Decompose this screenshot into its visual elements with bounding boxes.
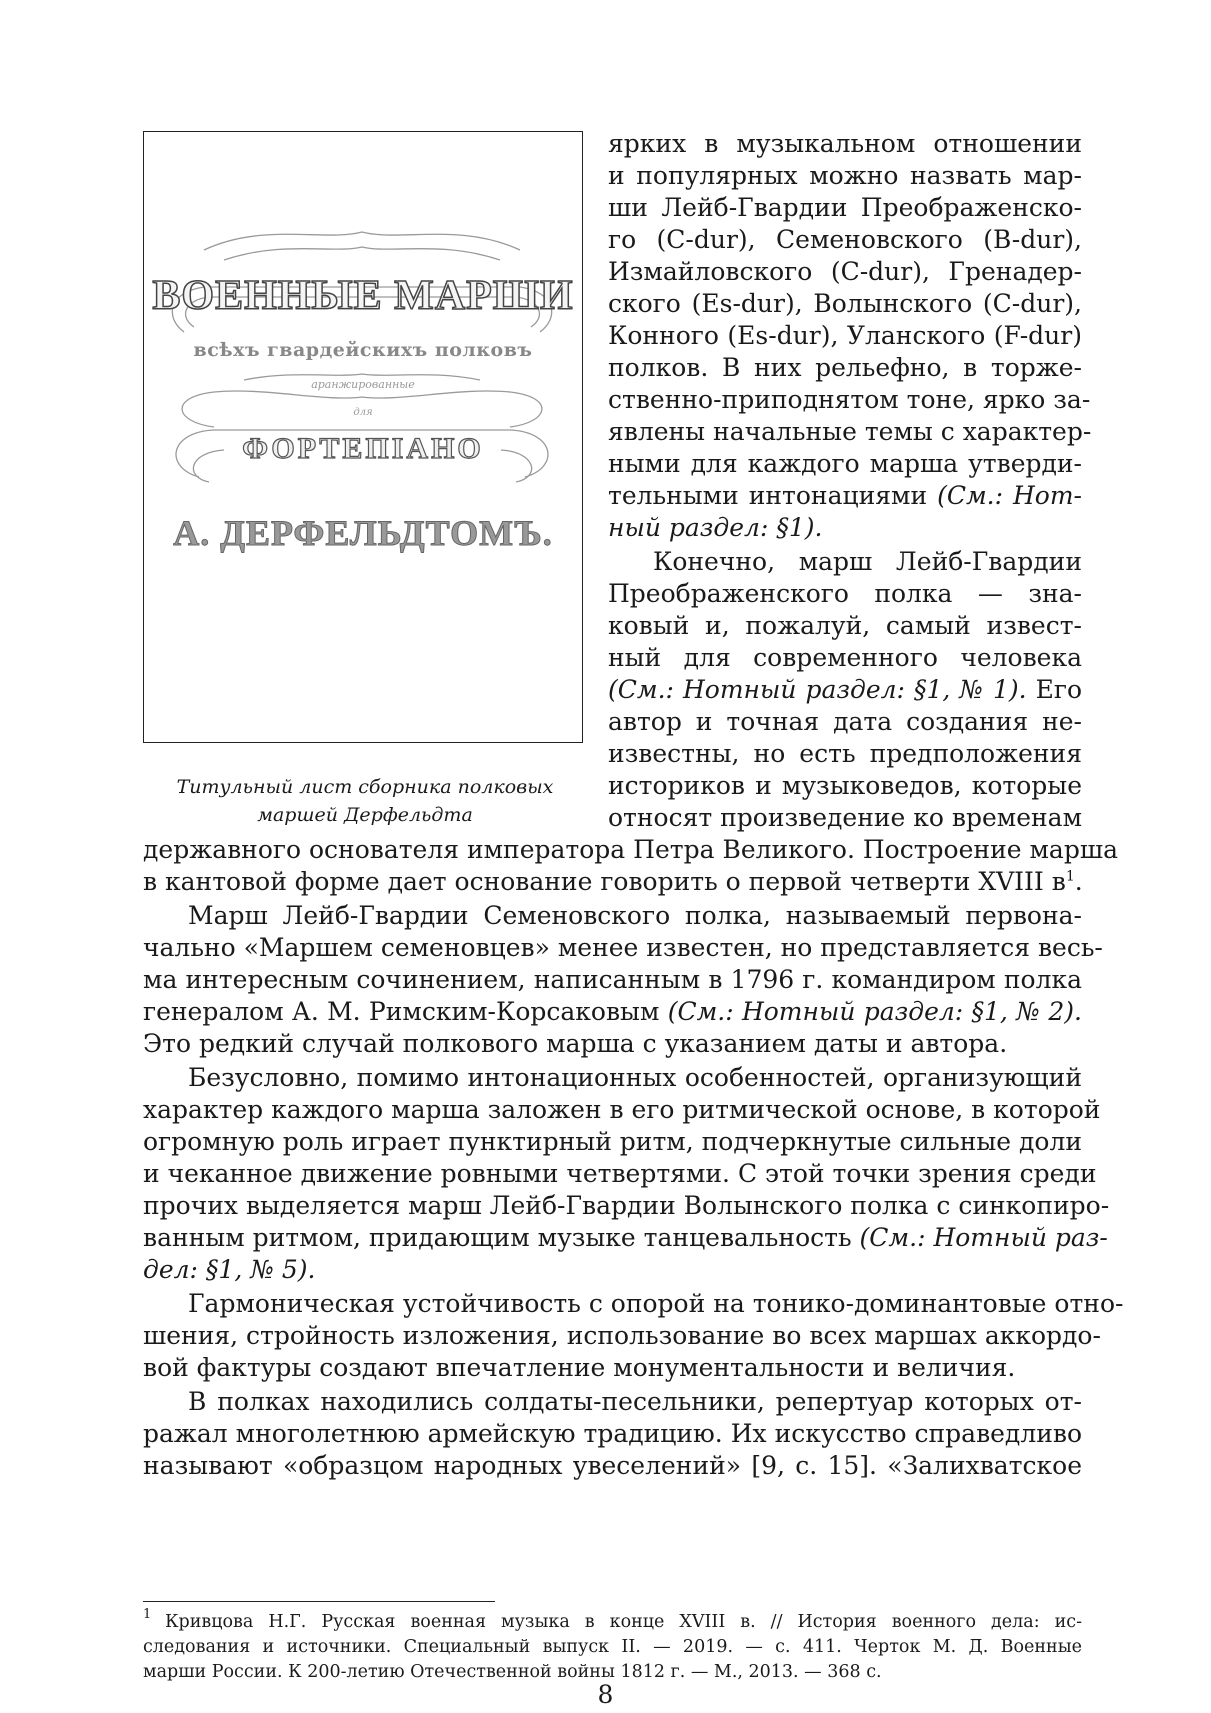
text-line: Измайловского (C-dur), Гренадер- <box>608 257 1082 286</box>
text-span: . <box>1074 867 1083 896</box>
text-line: державного основателя императора Петра Великого. Построение марша <box>143 835 1118 864</box>
text-line: ма интересным сочинением, написанным в 1796 г. командиром полка <box>143 965 1082 994</box>
text-line: Преображенского полка — зна- <box>608 579 1082 608</box>
figure-title-author: А. ДЕРФЕЛЬДТОМЪ. <box>173 513 553 553</box>
text-line: ковый и, пожалуй, самый извест- <box>608 611 1082 640</box>
text-line: Безусловно, помимо интонационных особенностей, организующий <box>188 1063 1082 1092</box>
text-span: генералом А. М. Римским-Корсаковым <box>143 997 668 1026</box>
text-line: ского (Es-dur), Волынского (C-dur), <box>608 289 1082 318</box>
text-line: шения, стройность изложения, использование во всех маршах аккордо- <box>143 1321 1101 1350</box>
text-line <box>608 480 1082 512</box>
reference-link[interactable]: (См.: Нотный раздел: §1, № 1). <box>608 675 1027 704</box>
text-line <box>143 1222 1108 1254</box>
text-line: известны, но есть предположения <box>608 739 1082 768</box>
text-line: автор и точная дата создания не- <box>608 707 1082 736</box>
footnote-line: следования и источники. Специальный выпуск II. — 2019. — с. 411. Черток М. Д. Военные <box>143 1637 1082 1657</box>
text-line <box>608 674 1082 706</box>
figure-title-sub: всѣхъ гвардейскихъ полковъ <box>193 339 533 361</box>
text-line: огромную роль играет пунктирный ритм, подчеркнутые сильные доли <box>143 1127 1082 1156</box>
text-span: тельными интонациями <box>608 481 928 510</box>
text-line: ный для современного человека <box>608 643 1082 672</box>
text-line: и популярных можно назвать мар- <box>608 161 1082 190</box>
text-line: го (C-dur), Семеновского (B-dur), <box>608 225 1082 254</box>
page-number: 8 <box>597 1680 614 1709</box>
text-line: вой фактуры создают впечатление монументальности и величия. <box>143 1353 1016 1382</box>
text-span: в кантовой форме дает основание говорить о первой четверти XVIII в <box>143 867 1066 896</box>
reference-link[interactable]: дел: §1, № 5). <box>143 1255 316 1284</box>
figure-caption <box>140 773 590 829</box>
text-line: чально «Маршем семеновцев» менее известен, но представляется весь- <box>143 933 1103 962</box>
caption-line: Титульный лист сборника полковых <box>176 776 554 798</box>
text-line: Гармоническая устойчивость с опорой на тонико-доминантовые отно- <box>188 1289 1124 1318</box>
text-line: Конечно, марш Лейб-Гвардии <box>653 547 1082 576</box>
text-span: Его <box>1026 675 1082 704</box>
text-line: Это редкий случай полкового марша с указанием даты и автора. <box>143 1029 1008 1058</box>
text-line: характер каждого марша заложен в его ритмической основе, в которой <box>143 1095 1101 1124</box>
text-line: и чеканное движение ровными четвертями. С этой точки зрения среди <box>143 1159 1097 1188</box>
reference-link[interactable]: (См.: Нот- <box>937 481 1082 510</box>
text-line: ными для каждого марша утверди- <box>608 449 1082 478</box>
text-line: Марш Лейб-Гвардии Семеновского полка, называемый первона- <box>188 901 1082 930</box>
text-line: ственно-приподнятом тоне, ярко за- <box>608 385 1091 414</box>
figure-title-arranged: аранжированные <box>311 378 415 391</box>
text-span: ванным ритмом, придающим музыке танцевальность <box>143 1223 860 1252</box>
text-line: называют «образцом народных увеселений» [9, с. 15]. «Залихватское <box>143 1451 1082 1480</box>
text-line: В полках находились солдаты-песельники, репертуар которых от- <box>188 1387 1082 1416</box>
text-line: историков и музыковедов, которые <box>608 771 1082 800</box>
text-line: явлены начальные темы с характер- <box>608 417 1092 446</box>
text-line: ярких в музыкальном отношении <box>608 129 1082 158</box>
footnote-line: марши России. К 200-летию Отечественной войны 1812 г. — М., 2013. — 368 с. <box>143 1662 882 1682</box>
reference-link[interactable]: (См.: Нотный раз- <box>859 1223 1108 1252</box>
text-line <box>143 866 1082 898</box>
figure-title-for: для <box>353 407 373 418</box>
footnote-divider <box>143 1601 495 1602</box>
text-line: прочих выделяется марш Лейб-Гвардии Волынского полка с синкопиро- <box>143 1191 1110 1220</box>
footnote-ref[interactable]: 1 <box>1065 868 1075 885</box>
reference-link[interactable]: ный раздел: §1). <box>608 513 823 542</box>
text-line: Конного (Es-dur), Уланского (F-dur) <box>608 321 1082 350</box>
footnote-line: Кривцова Н.Г. Русская военная музыка в конце XVIII в. // История военного дела: ис- <box>165 1612 1082 1632</box>
caption-line: маршей Дерфельдта <box>257 804 473 826</box>
text-line: полков. В них рельефно, в торже- <box>608 353 1082 382</box>
footnote-mark: 1 <box>143 1607 152 1622</box>
text-line: ражал многолетнюю армейскую традицию. Их искусство справедливо <box>143 1419 1082 1448</box>
text-line <box>143 996 1082 1028</box>
reference-link[interactable]: (См.: Нотный раздел: §1, № 2). <box>667 997 1082 1026</box>
figure-title-main: ВОЕННЫЕ МАРШИ <box>152 273 574 319</box>
figure-title-instrument: ФОРТЕПІАНО <box>242 432 484 465</box>
text-line: ши Лейб-Гвардии Преображенско- <box>608 193 1082 222</box>
title-page-illustration <box>143 131 583 743</box>
text-line: относят произведение ко временам <box>608 803 1083 832</box>
